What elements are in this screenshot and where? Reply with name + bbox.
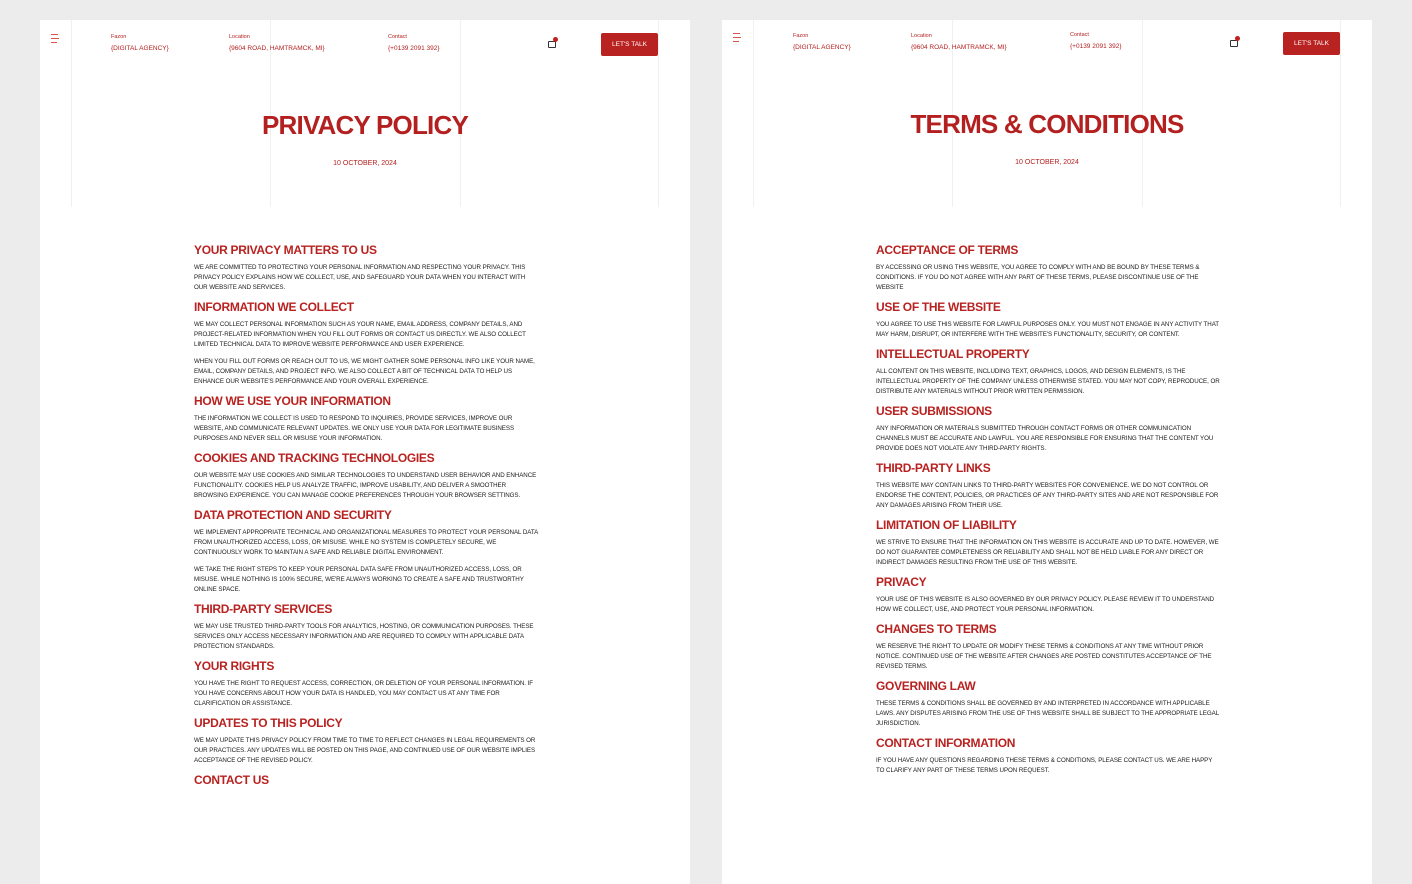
section-heading: GOVERNING LAW: [876, 679, 976, 693]
section-paragraph: ALL CONTENT ON THIS WEBSITE, INCLUDING TEXT, GRAPHICS, LOGOS, AND DESIGN ELEMENTS, IS THE INTELLECTUAL PROPERTY OF THE COMPANY UNLESS OTHERWISE STATED. YOU MAY NOT COPY, REPRODUCE, OR DISTRIBUTE ANY MATERIALS WITHOUT PRIOR WRITTEN PERMISSION.: [876, 368, 1220, 395]
section-paragraph: BY ACCESSING OR USING THIS WEBSITE, YOU AGREE TO COMPLY WITH AND BE BOUND BY THESE TERMS & CONDITIONS. IF YOU DO NOT AGREE WITH ANY PART OF THESE TERMS, PLEASE DISCONTINUE USE OF THE WEBSITE: [876, 264, 1200, 291]
section-heading: THIRD-PARTY SERVICES: [194, 602, 333, 616]
section-heading: THIRD-PARTY LINKS: [876, 461, 991, 475]
section-paragraph: WE MAY USE TRUSTED THIRD-PARTY TOOLS FOR ANALYTICS, HOSTING, OR COMMUNICATION PURPOSES. THESE SERVICES ONLY ACCESS NECESSARY INFORMATION AND ARE REQUIRED TO COMPLY WITH APPLICABLE DATA PROTECTION STANDARDS.: [194, 623, 534, 650]
section-paragraph: WE IMPLEMENT APPROPRIATE TECHNICAL AND ORGANIZATIONAL MEASURES TO PROTECT YOUR PERSONAL DATA FROM UNAUTHORIZED ACCESS, LOSS, OR MISUSE. WHILE NO SYSTEM IS COMPLETELY SECURE, WE CONTINUOUSLY WORK TO MAINTAIN A SAFE AND RELIABLE DIGITAL ENVIRONMENT.: [194, 529, 538, 556]
section-paragraph: WE MAY COLLECT PERSONAL INFORMATION SUCH AS YOUR NAME, EMAIL ADDRESS, COMPANY DETAILS, AND PROJECT-RELATED INFORMATION WHEN YOU FILL OUT FORMS OR CONTACT US DIRECTLY. WE ALSO COLLECT LIMITED TECHNICAL DATA TO IMPROVE WEBSITE PERFORMANCE AND USER EXPERIENCE.: [194, 321, 526, 348]
hamburger-icon[interactable]: [51, 34, 59, 43]
location-info: [911, 33, 1007, 52]
section-paragraph: IF YOU HAVE ANY QUESTIONS REGARDING THESE TERMS & CONDITIONS, PLEASE CONTACT US. WE ARE HAPPY TO CLARIFY ANY PART OF THESE TERMS UPON REQUEST.: [876, 757, 1213, 774]
policy-section: [194, 394, 540, 444]
lets-talk-button[interactable]: LET'S TALK: [1283, 32, 1340, 55]
contact-value[interactable]: {+0139 2091 392}: [388, 45, 440, 52]
agency-label: Fazon: [793, 33, 809, 39]
section-paragraph: THIS WEBSITE MAY CONTAIN LINKS TO THIRD-PARTY WEBSITES FOR CONVENIENCE. WE DO NOT CONTROL OR ENDORSE THE CONTENT, POLICIES, OR PRACTICES OF ANY THIRD-PARTY SITES AND ARE NOT RESPONSIBLE FOR ANY DAMAGES ARISING FROM THEIR USE.: [876, 482, 1219, 509]
contact-label: Contact: [1070, 32, 1089, 38]
section-heading: LIMITATION OF LIABILITY: [876, 518, 1017, 532]
section-heading: HOW WE USE YOUR INFORMATION: [194, 394, 391, 408]
section-heading: ACCEPTANCE OF TERMS: [876, 243, 1019, 257]
policy-section: [876, 404, 1222, 454]
page-title: PRIVACY POLICY: [262, 110, 468, 140]
section-paragraph: YOUR USE OF THIS WEBSITE IS ALSO GOVERNED BY OUR PRIVACY POLICY. PLEASE REVIEW IT TO UNDERSTAND HOW WE COLLECT, USE, AND PROTECT YOUR PERSONAL INFORMATION.: [876, 596, 1215, 613]
policy-section: [194, 451, 540, 501]
section-paragraph: WE ARE COMMITTED TO PROTECTING YOUR PERSONAL INFORMATION AND RESPECTING YOUR PRIVACY. THIS PRIVACY POLICY EXPLAINS HOW WE COLLECT, USE, AND SAFEGUARD YOUR DATA WHEN YOU INTERACT WITH OUR WEBSITE AND SERVICES.: [194, 264, 526, 291]
policy-section: [194, 659, 540, 709]
policy-section: [876, 679, 1222, 729]
policy-section: [194, 602, 540, 652]
location-value: {9604 ROAD, HAMTRAMCK, MI}: [229, 45, 325, 52]
agency-value: {DIGITAL AGENCY}: [793, 44, 851, 51]
policy-section: [876, 461, 1222, 511]
section-paragraph: WE MAY UPDATE THIS PRIVACY POLICY FROM TIME TO TIME TO REFLECT CHANGES IN LEGAL REQUIREMENTS OR OUR PRACTICES. ANY UPDATES WILL BE POSTED ON THIS PAGE, AND CONTINUED USE OF OUR WEBSITE IMPLIES ACCEPTANCE OF THE REVISED POLICY.: [194, 737, 536, 764]
section-paragraph: THESE TERMS & CONDITIONS SHALL BE GOVERNED BY AND INTERPRETED IN ACCORDANCE WITH APPLICABLE LAWS. ANY DISPUTES ARISING FROM THE USE OF THIS WEBSITE SHALL BE SUBJECT TO THE APPROPRIATE LEGAL JURISDICTION.: [876, 700, 1219, 727]
section-paragraph: YOU HAVE THE RIGHT TO REQUEST ACCESS, CORRECTION, OR DELETION OF YOUR PERSONAL INFORMATION. IF YOU HAVE CONCERNS ABOUT HOW YOUR DATA IS HANDLED, YOU MAY CONTACT US AT ANY TIME FOR CLARIFICATION OR ASSISTANCE.: [194, 680, 533, 707]
policy-section: [876, 622, 1222, 672]
section-heading: CHANGES TO TERMS: [876, 622, 997, 636]
policy-section: [194, 243, 540, 293]
section-paragraph: ANY INFORMATION OR MATERIALS SUBMITTED THROUGH CONTACT FORMS OR OTHER COMMUNICATION CHANNELS MUST BE ACCURATE AND LAWFUL. YOU ARE RESPONSIBLE FOR ENSURING THAT THE CONTENT YOU PROVIDE DOES NOT VIOLATE ANY THIRD-PARTY RIGHTS.: [876, 425, 1214, 452]
section-heading: USER SUBMISSIONS: [876, 404, 992, 418]
section-paragraph: WE RESERVE THE RIGHT TO UPDATE OR MODIFY THESE TERMS & CONDITIONS AT ANY TIME WITHOUT PRIOR NOTICE. CONTINUED USE OF THE WEBSITE AFTER CHANGES ARE POSTED CONSTITUTES ACCEPTANCE OF THE REVISED TERMS.: [876, 643, 1212, 670]
terms-content: [876, 243, 1222, 783]
privacy-policy-page: [40, 20, 690, 884]
section-heading: CONTACT INFORMATION: [876, 736, 1016, 750]
section-heading: INTELLECTUAL PROPERTY: [876, 347, 1030, 361]
cart-icon[interactable]: [1230, 39, 1239, 48]
section-heading: USE OF THE WEBSITE: [876, 300, 1001, 314]
section-heading: CONTACT US: [194, 773, 269, 787]
policy-section: [876, 736, 1222, 776]
location-value: {9604 ROAD, HAMTRAMCK, MI}: [911, 44, 1007, 51]
policy-section: [194, 773, 540, 788]
privacy-content: [194, 243, 540, 793]
cart-badge: [553, 37, 558, 42]
agency-info: [793, 33, 851, 52]
page-date: 10 OCTOBER, 2024: [333, 160, 397, 167]
policy-section: [194, 300, 540, 387]
policy-section: [194, 508, 540, 595]
location-label: Location: [911, 33, 932, 39]
policy-section: [876, 518, 1222, 568]
section-paragraph: OUR WEBSITE MAY USE COOKIES AND SIMILAR TECHNOLOGIES TO UNDERSTAND USER BEHAVIOR AND ENHANCE FUNCTIONALITY. COOKIES HELP US ANALYZE TRAFFIC, IMPROVE USABILITY, AND DELIVER A SMOOTHER BROWSING EXPERIENCE. YOU CAN MANAGE COOKIE PREFERENCES THROUGH YOUR BROWSER SETTINGS.: [194, 472, 537, 499]
location-label: Location: [229, 34, 250, 40]
policy-section: [194, 716, 540, 766]
section-paragraph: YOU AGREE TO USE THIS WEBSITE FOR LAWFUL PURPOSES ONLY. YOU MUST NOT ENGAGE IN ANY ACTIVITY THAT MAY HARM, DISRUPT, OR INTERFERE WITH THE WEBSITE'S FUNCTIONALITY, SECURITY, OR CONTENT.: [876, 321, 1219, 338]
agency-info: [111, 34, 169, 53]
section-heading: DATA PROTECTION AND SECURITY: [194, 508, 392, 522]
cart-icon[interactable]: [548, 40, 557, 49]
contact-label: Contact: [388, 34, 407, 40]
section-heading: YOUR RIGHTS: [194, 659, 275, 673]
section-paragraph: WHEN YOU FILL OUT FORMS OR REACH OUT TO US, WE MIGHT GATHER SOME PERSONAL INFO LIKE YOUR NAME, EMAIL, COMPANY DETAILS, AND PROJECT INFO. WE ALSO COLLECT A BIT OF TECHNICAL DATA TO HELP US ENHANCE OUR WEBSITE'S PERFORMANCE AND YOUR OVERALL EXPERIENCE.: [194, 358, 535, 385]
page-title: TERMS & CONDITIONS: [910, 109, 1184, 139]
policy-section: [876, 300, 1222, 340]
section-paragraph: THE INFORMATION WE COLLECT IS USED TO RESPOND TO INQUIRIES, PROVIDE SERVICES, IMPROVE OUR WEBSITE, AND COMMUNICATE RELEVANT UPDATES. WE ONLY USE YOUR DATA FOR LEGITIMATE BUSINESS PURPOSES AND NEVER SELL OR MISUSE YOUR INFORMATION.: [194, 415, 515, 442]
location-info: [229, 34, 325, 53]
policy-section: [876, 347, 1222, 397]
page-date: 10 OCTOBER, 2024: [1015, 159, 1079, 166]
section-paragraph: WE TAKE THE RIGHT STEPS TO KEEP YOUR PERSONAL DATA SAFE FROM UNAUTHORIZED ACCESS, LOSS, OR MISUSE. WHILE NOTHING IS 100% SECURE, WE'RE ALWAYS WORKING TO CREATE A SAFE AND TRUSTWORTHY ONLINE SPACE.: [194, 566, 524, 593]
lets-talk-button[interactable]: LET'S TALK: [601, 33, 658, 56]
contact-info: [1070, 32, 1122, 51]
agency-label: Fazon: [111, 34, 127, 40]
section-heading: YOUR PRIVACY MATTERS TO US: [194, 243, 377, 257]
contact-info: [388, 34, 440, 53]
section-heading: UPDATES TO THIS POLICY: [194, 716, 343, 730]
policy-section: [876, 243, 1222, 293]
contact-value[interactable]: {+0139 2091 392}: [1070, 43, 1122, 50]
cart-badge: [1235, 36, 1240, 41]
section-paragraph: WE STRIVE TO ENSURE THAT THE INFORMATION ON THIS WEBSITE IS ACCURATE AND UP TO DATE. HOWEVER, WE DO NOT GUARANTEE COMPLETENESS OR RELIABILITY AND SHALL NOT BE HELD LIABLE FOR ANY DIRECT OR INDIRECT DAMAGES RESULTING FROM THE USE OF THIS WEBSITE.: [876, 539, 1219, 566]
section-heading: PRIVACY: [876, 575, 927, 589]
terms-conditions-page: [722, 20, 1372, 884]
agency-value: {DIGITAL AGENCY}: [111, 45, 169, 52]
hamburger-icon[interactable]: [733, 33, 741, 42]
policy-section: [876, 575, 1222, 615]
section-heading: INFORMATION WE COLLECT: [194, 300, 354, 314]
section-heading: COOKIES AND TRACKING TECHNOLOGIES: [194, 451, 435, 465]
